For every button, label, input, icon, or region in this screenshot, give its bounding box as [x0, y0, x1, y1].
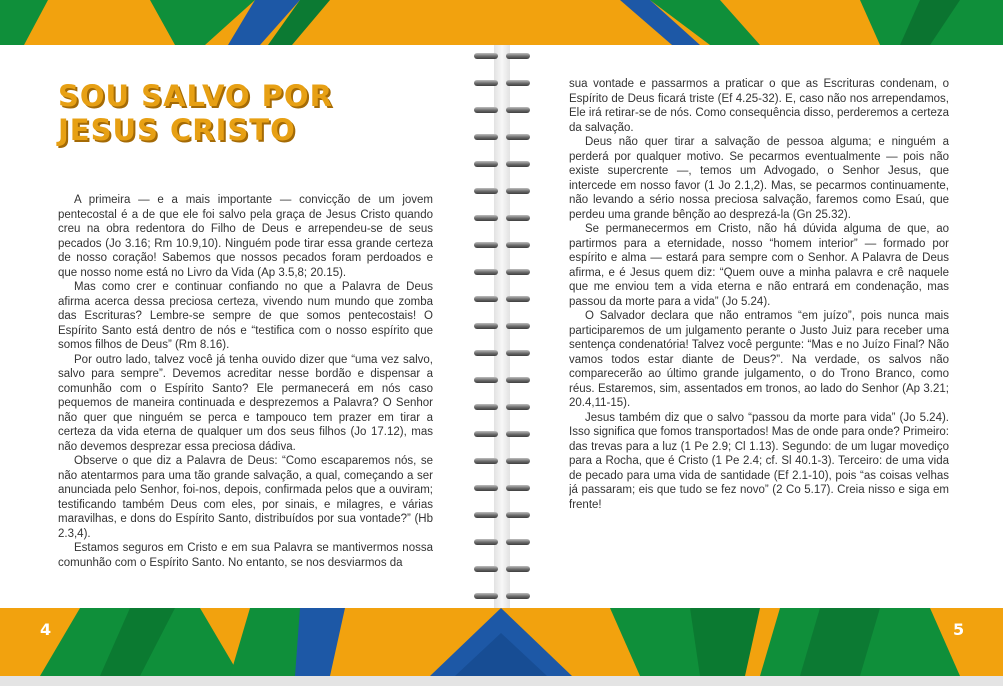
- spiral-coil: [474, 323, 530, 329]
- spiral-coil: [474, 296, 530, 302]
- spiral-coil: [474, 431, 530, 437]
- spiral-coil: [474, 350, 530, 356]
- paragraph: Mas como crer e continuar confiando no que a Palavra de Deus afirma acerca dessa preciosa certeza, vivendo num mundo que zomba das Escrituras? Lembre-se sempre de que somos pentecostais! O Espírito Santo está dentro de nós e “testifica com o nosso espírito que somos filhos de Deus” (Rm 8.16).: [58, 281, 433, 351]
- paragraph: Jesus também diz que o salvo “passou da morte para vida” (Jo 5.24). Isso significa que fomos transportados! Mas de onde para onde? Primeiro: das trevas para a luz (1 Pe 2.9; Cl 1.13). Segundo: de um lugar movediço para a Rocha, que é Cristo (1 Pe 2.4; cf. Sl 40.1-3). Terceiro: de uma vida de pecado para uma vida de santidade (Ef 2.1-10), pois “as coisas velhas já passaram; eis que tudo se fez novo” (2 Co 5.17). Creia nisso e siga em frente!: [569, 411, 949, 511]
- bottom-band-pattern: [0, 608, 1003, 686]
- paragraph: Deus não quer tirar a salvação de pessoa alguma; e ninguém a perderá por qualquer motivo. Se pecarmos eventualmente — pois não existe supercrente —, temos um Advogado, o Senhor Jesus, que intercede em nosso favor (1 Jo 2.1,2). Mas, se pecarmos continuamente, não levando a sério nossa preciosa salvação, faremos como Esaú, que perdeu uma grande bênção ao desprezá-la (Gn 25.32).: [569, 136, 949, 221]
- page-number-right: 5: [953, 620, 965, 639]
- bottom-decorative-band: [0, 608, 1003, 686]
- paragraph: Se permanecermos em Cristo, não há dúvida alguma de que, ao partirmos para a eternidade, nosso “homem interior” — formado por espírito e alma — estará para sempre com o Senhor. A Palavra de Deus afirma, e é Jesus quem diz: “Quem ouve a minha palavra e crê naquele que me enviou tem a vida eterna e não entrará em condenação, mas passou da morte para a vida” (Jo 5.24).: [569, 223, 949, 308]
- spiral-coil: [474, 566, 530, 572]
- spiral-coil: [474, 107, 530, 113]
- spiral-coil: [474, 80, 530, 86]
- top-band-pattern: [0, 0, 1003, 45]
- left-page: [0, 45, 494, 608]
- chapter-title-line-1: SOU SALVO POR: [58, 79, 333, 113]
- spiral-coil: [474, 215, 530, 221]
- paragraph: sua vontade e passarmos a praticar o que as Escrituras condenam, o Espírito de Deus ficará triste (Ef 4.25-32). E, caso não nos arrependamos, Ele irá retirar-se de nós. Como consequência disso, perderemos a certeza da salvação.: [569, 78, 949, 134]
- right-page: [509, 45, 1003, 608]
- spiral-coil: [474, 269, 530, 275]
- spiral-coil: [474, 242, 530, 248]
- spiral-binding: [470, 45, 534, 608]
- spiral-coil: [474, 188, 530, 194]
- spiral-coil: [474, 377, 530, 383]
- spiral-coil: [474, 53, 530, 59]
- spiral-coil: [474, 134, 530, 140]
- left-body-text: [58, 193, 433, 608]
- paragraph: Estamos seguros em Cristo e em sua Palavra se mantivermos nossa comunhão com o Espírito Santo. No entanto, se nos desviarmos da: [58, 542, 433, 569]
- chapter-title-line-2: JESUS CRISTO: [58, 113, 296, 147]
- paragraph: Por outro lado, talvez você já tenha ouvido dizer que “uma vez salvo, salvo para sempre”. Devemos acreditar nesse bordão e dispensar a comunhão com o Espírito Santo? Ele permanecerá em nós caso pequemos de maneira continuada e desprezemos a Palavra? O Senhor não quer que ninguém se perca e tampouco tem prazer em tirar a certeza da vida eterna de qualquer um dos seus filhos (Jo 17.12), mas não devemos desprezar essa preciosa dádiva.: [58, 353, 433, 453]
- right-body-text: [569, 77, 949, 547]
- top-decorative-band: [0, 0, 1003, 45]
- spiral-coil: [474, 485, 530, 491]
- spiral-coil: [474, 593, 530, 599]
- page-number-left: 4: [40, 620, 52, 639]
- paragraph: A primeira — e a mais importante — convicção de um jovem pentecostal é a de que ele foi salvo pela graça de Jesus Cristo quando creu na obra redentora do Filho de Deus e arrependeu-se de seus pecados (Jo 3.16; Rm 10.9,10). Ninguém pode tirar essa grande certeza de nosso coração! Sabemos que nossos pecados foram perdoados e que nosso nome está no Livro da Vida (Ap 3.5,8; 20.15).: [58, 194, 433, 279]
- paragraph: Observe o que diz a Palavra de Deus: “Como escaparemos nós, se não atentarmos para uma tão grande salvação, a qual, começando a ser anunciada pelo Senhor, foi-nos, depois, confirmada pelos que a ouviram; testificando também Deus com eles, por sinais, e milagres, e várias maravilhas, e dons do Espírito Santo, distribuídos por sua vontade?” (Hb 2.3,4).: [58, 455, 433, 540]
- spiral-coil: [474, 539, 530, 545]
- spiral-coil: [474, 161, 530, 167]
- spiral-coil: [474, 404, 530, 410]
- spiral-coil: [474, 512, 530, 518]
- spiral-coil: [474, 458, 530, 464]
- paragraph: O Salvador declara que não entramos “em juízo”, pois nunca mais participaremos de um julgamento perante o Justo Juiz para receber uma sentença condenatória! Talvez você pergunte: “Mas e no Juízo Final? Não vamos todos estar diante de Deus?”. Na verdade, os salvos não comparecerão ao último grande julgamento, o do Trono Branco, como réus. Estaremos, sim, assentados em tronos, ao lado do Senhor (Ap 3.21; 20.4,11-15).: [569, 310, 949, 409]
- chapter-title: [58, 79, 333, 147]
